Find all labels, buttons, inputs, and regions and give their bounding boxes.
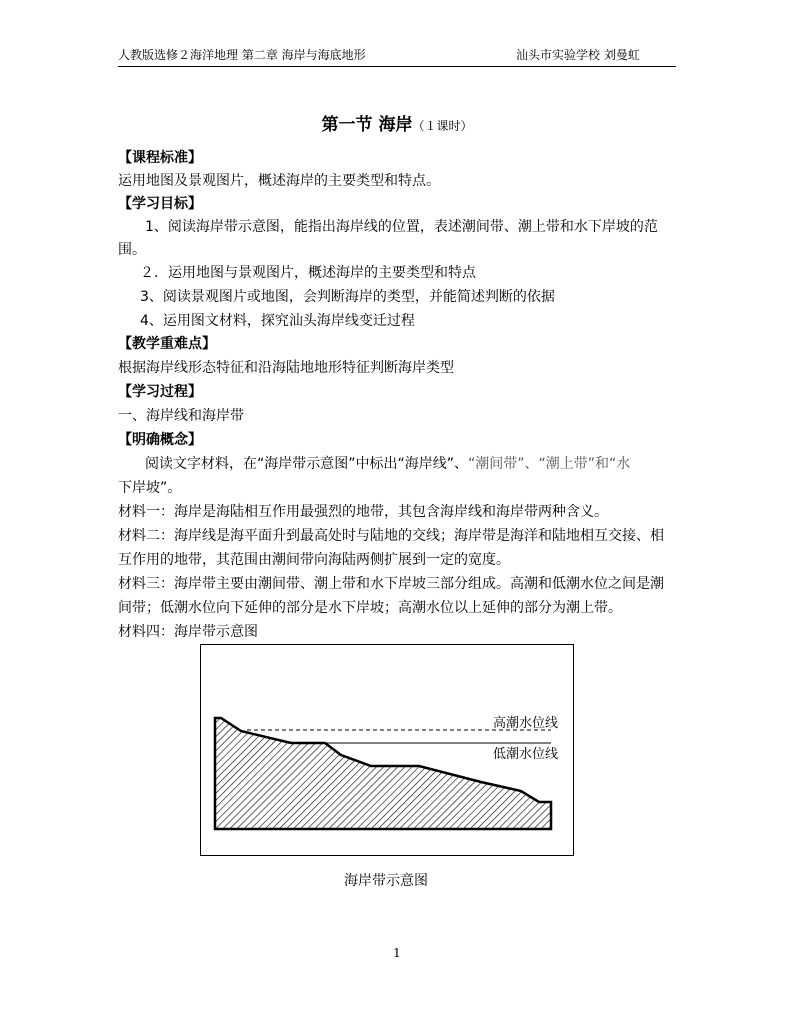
material-4: 材料四：海岸带示意图 bbox=[118, 624, 258, 640]
process-heading: 【学习过程】 bbox=[118, 384, 202, 400]
title-main: 第一节 海岸 bbox=[321, 115, 413, 135]
goal-3: 3、阅读景观图片或地图，会判断海岸的类型，并能简述判断的依据 bbox=[140, 289, 555, 305]
figure-caption: 海岸带示意图 bbox=[344, 873, 428, 889]
keypoints-text: 根据海岸线形态特征和沿海陆地地形特征判断海岸类型 bbox=[118, 360, 454, 376]
goal-1: 1、阅读海岸带示意图，能指出海岸线的位置，表述潮间带、潮上带和水下岸坡的范 bbox=[145, 219, 658, 235]
material-3: 材料三：海岸带主要由潮间带、潮上带和水下岸坡三部分组成。高潮和低潮水位之间是潮 bbox=[118, 576, 664, 592]
high-tide-label: 高潮水位线 bbox=[493, 716, 559, 731]
part1-heading: 一、海岸线和海岸带 bbox=[118, 408, 244, 424]
header-course: 人教版选修２海洋地理 第二章 海岸与海底地形 bbox=[118, 48, 366, 62]
reading-instruction-part1: 阅读文字材料，在“海岸带示意图”中标出“海岸线”、 bbox=[145, 456, 469, 472]
coastal-land-profile bbox=[215, 718, 551, 829]
coastal-zone-svg bbox=[201, 645, 573, 855]
page-title bbox=[0, 110, 794, 135]
reading-instruction bbox=[145, 453, 705, 475]
reading-instruction-part2: “潮间带”、“潮上带”和“水 bbox=[468, 456, 631, 472]
goals-heading: 【学习目标】 bbox=[118, 196, 202, 212]
header-author: 汕头市实验学校 刘曼虹 bbox=[516, 48, 640, 62]
keypoints-heading: 【教学重难点】 bbox=[118, 336, 216, 352]
coastal-zone-diagram bbox=[200, 644, 574, 856]
standard-text: 运用地图及景观图片，概述海岸的主要类型和特点。 bbox=[118, 173, 440, 189]
material-1: 材料一：海岸是海陆相互作用最强烈的地带，其包含海岸线和海岸带两种含义。 bbox=[118, 504, 608, 520]
reading-instruction-cont: 下岸坡”。 bbox=[118, 480, 182, 496]
material-2-cont: 互作用的地带，其范围由潮间带向海陆两侧扩展到一定的宽度。 bbox=[118, 552, 510, 568]
low-tide-label: 低潮水位线 bbox=[493, 747, 559, 762]
goal-4: 4、运用图文材料，探究汕头海岸线变迁过程 bbox=[140, 313, 415, 329]
goal-2: ２．运用地图与景观图片，概述海岸的主要类型和特点 bbox=[140, 265, 476, 281]
material-3-cont: 间带；低潮水位向下延伸的部分是水下岸坡；高潮水位以上延伸的部分为潮上带。 bbox=[118, 600, 622, 616]
page-number: 1 bbox=[393, 946, 401, 960]
page-header bbox=[118, 46, 676, 67]
material-2: 材料二：海岸线是海平面升到最高处时与陆地的交线；海岸带是海洋和陆地相互交接、相 bbox=[118, 528, 664, 544]
goal-1-cont: 围。 bbox=[118, 242, 146, 258]
concept-heading: 【明确概念】 bbox=[118, 432, 202, 448]
title-sub: （１课时） bbox=[412, 119, 473, 133]
standard-heading: 【课程标准】 bbox=[118, 150, 202, 166]
